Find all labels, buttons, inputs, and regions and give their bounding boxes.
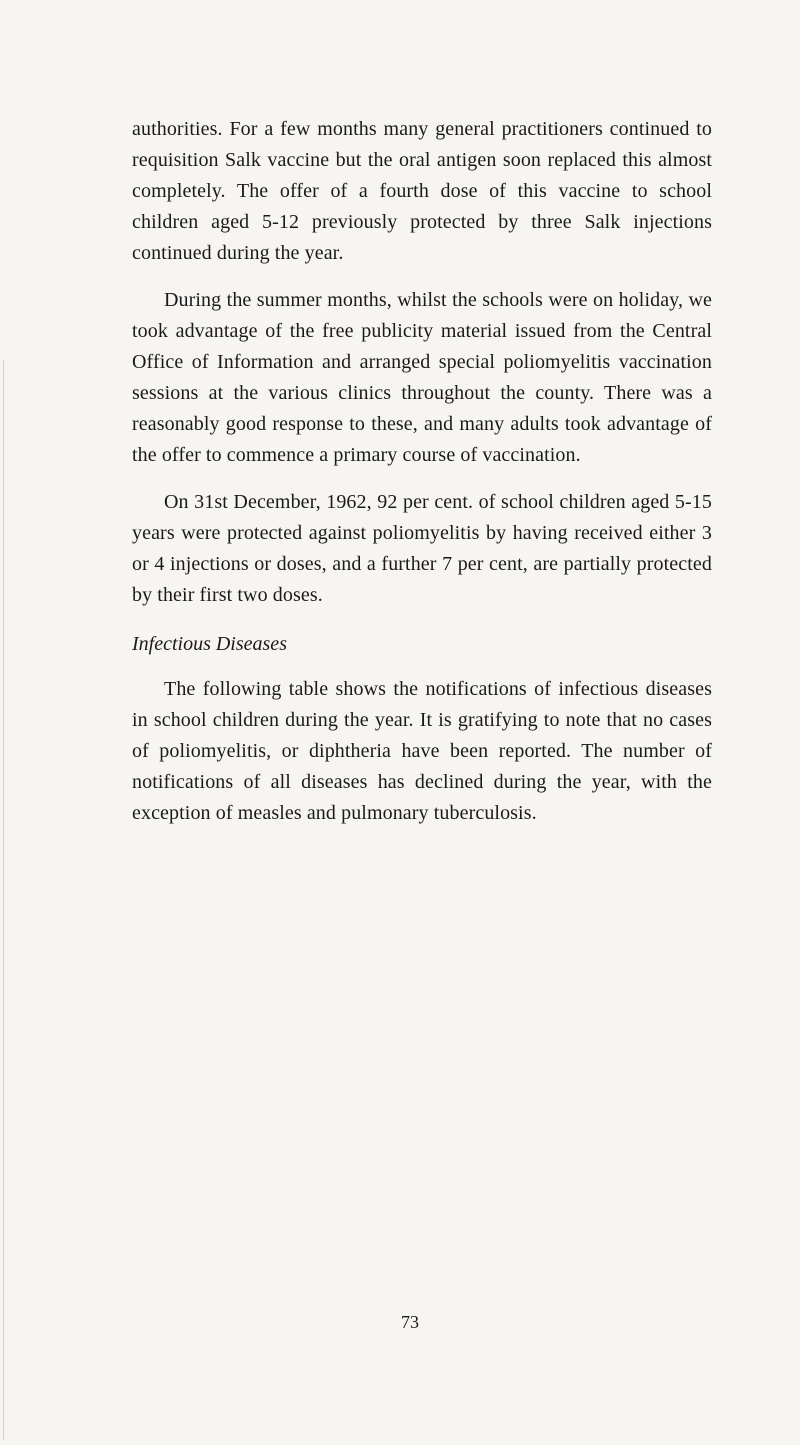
paragraph-vaccine-supply: authorities. For a few months many general practitioners continued to requisition Salk vaccine but the oral antigen soon replaced this almost completely. The offer of a fourth dose of this vaccine to school children aged 5-12 previously protected by three Salk injections continued during the year. [132, 118, 712, 264]
paragraph-infectious-diseases: The following table shows the notifications of infectious diseases in school children during the year. It is gratifying to note that no cases of poliomyelitis, or diphtheria have been reported. The number of notifications of all diseases has declined during the year, with the exception of measles and pulmonary tuberculosis. [132, 678, 712, 824]
section-heading: Infectious Diseases [132, 633, 287, 655]
paragraph-protection-statistics: On 31st December, 1962, 92 per cent. of school children aged 5-15 years were protected against poliomyelitis by having received either 3 or 4 injections or doses, and a further 7 per cent, are partially protected by their first two doses. [132, 491, 712, 606]
page-number: 73 [401, 1312, 419, 1332]
page-edge-shadow [3, 360, 4, 1440]
body-text [132, 114, 712, 829]
paragraph-summer-sessions: During the summer months, whilst the schools were on holiday, we took advantage of the free publicity material issued from the Central Office of Information and arranged special poliomyelitis vaccination sessions at the various clinics throughout the county. There was a reasonably good response to these, and many adults took advantage of the offer to commence a primary course of vaccination. [132, 289, 712, 466]
